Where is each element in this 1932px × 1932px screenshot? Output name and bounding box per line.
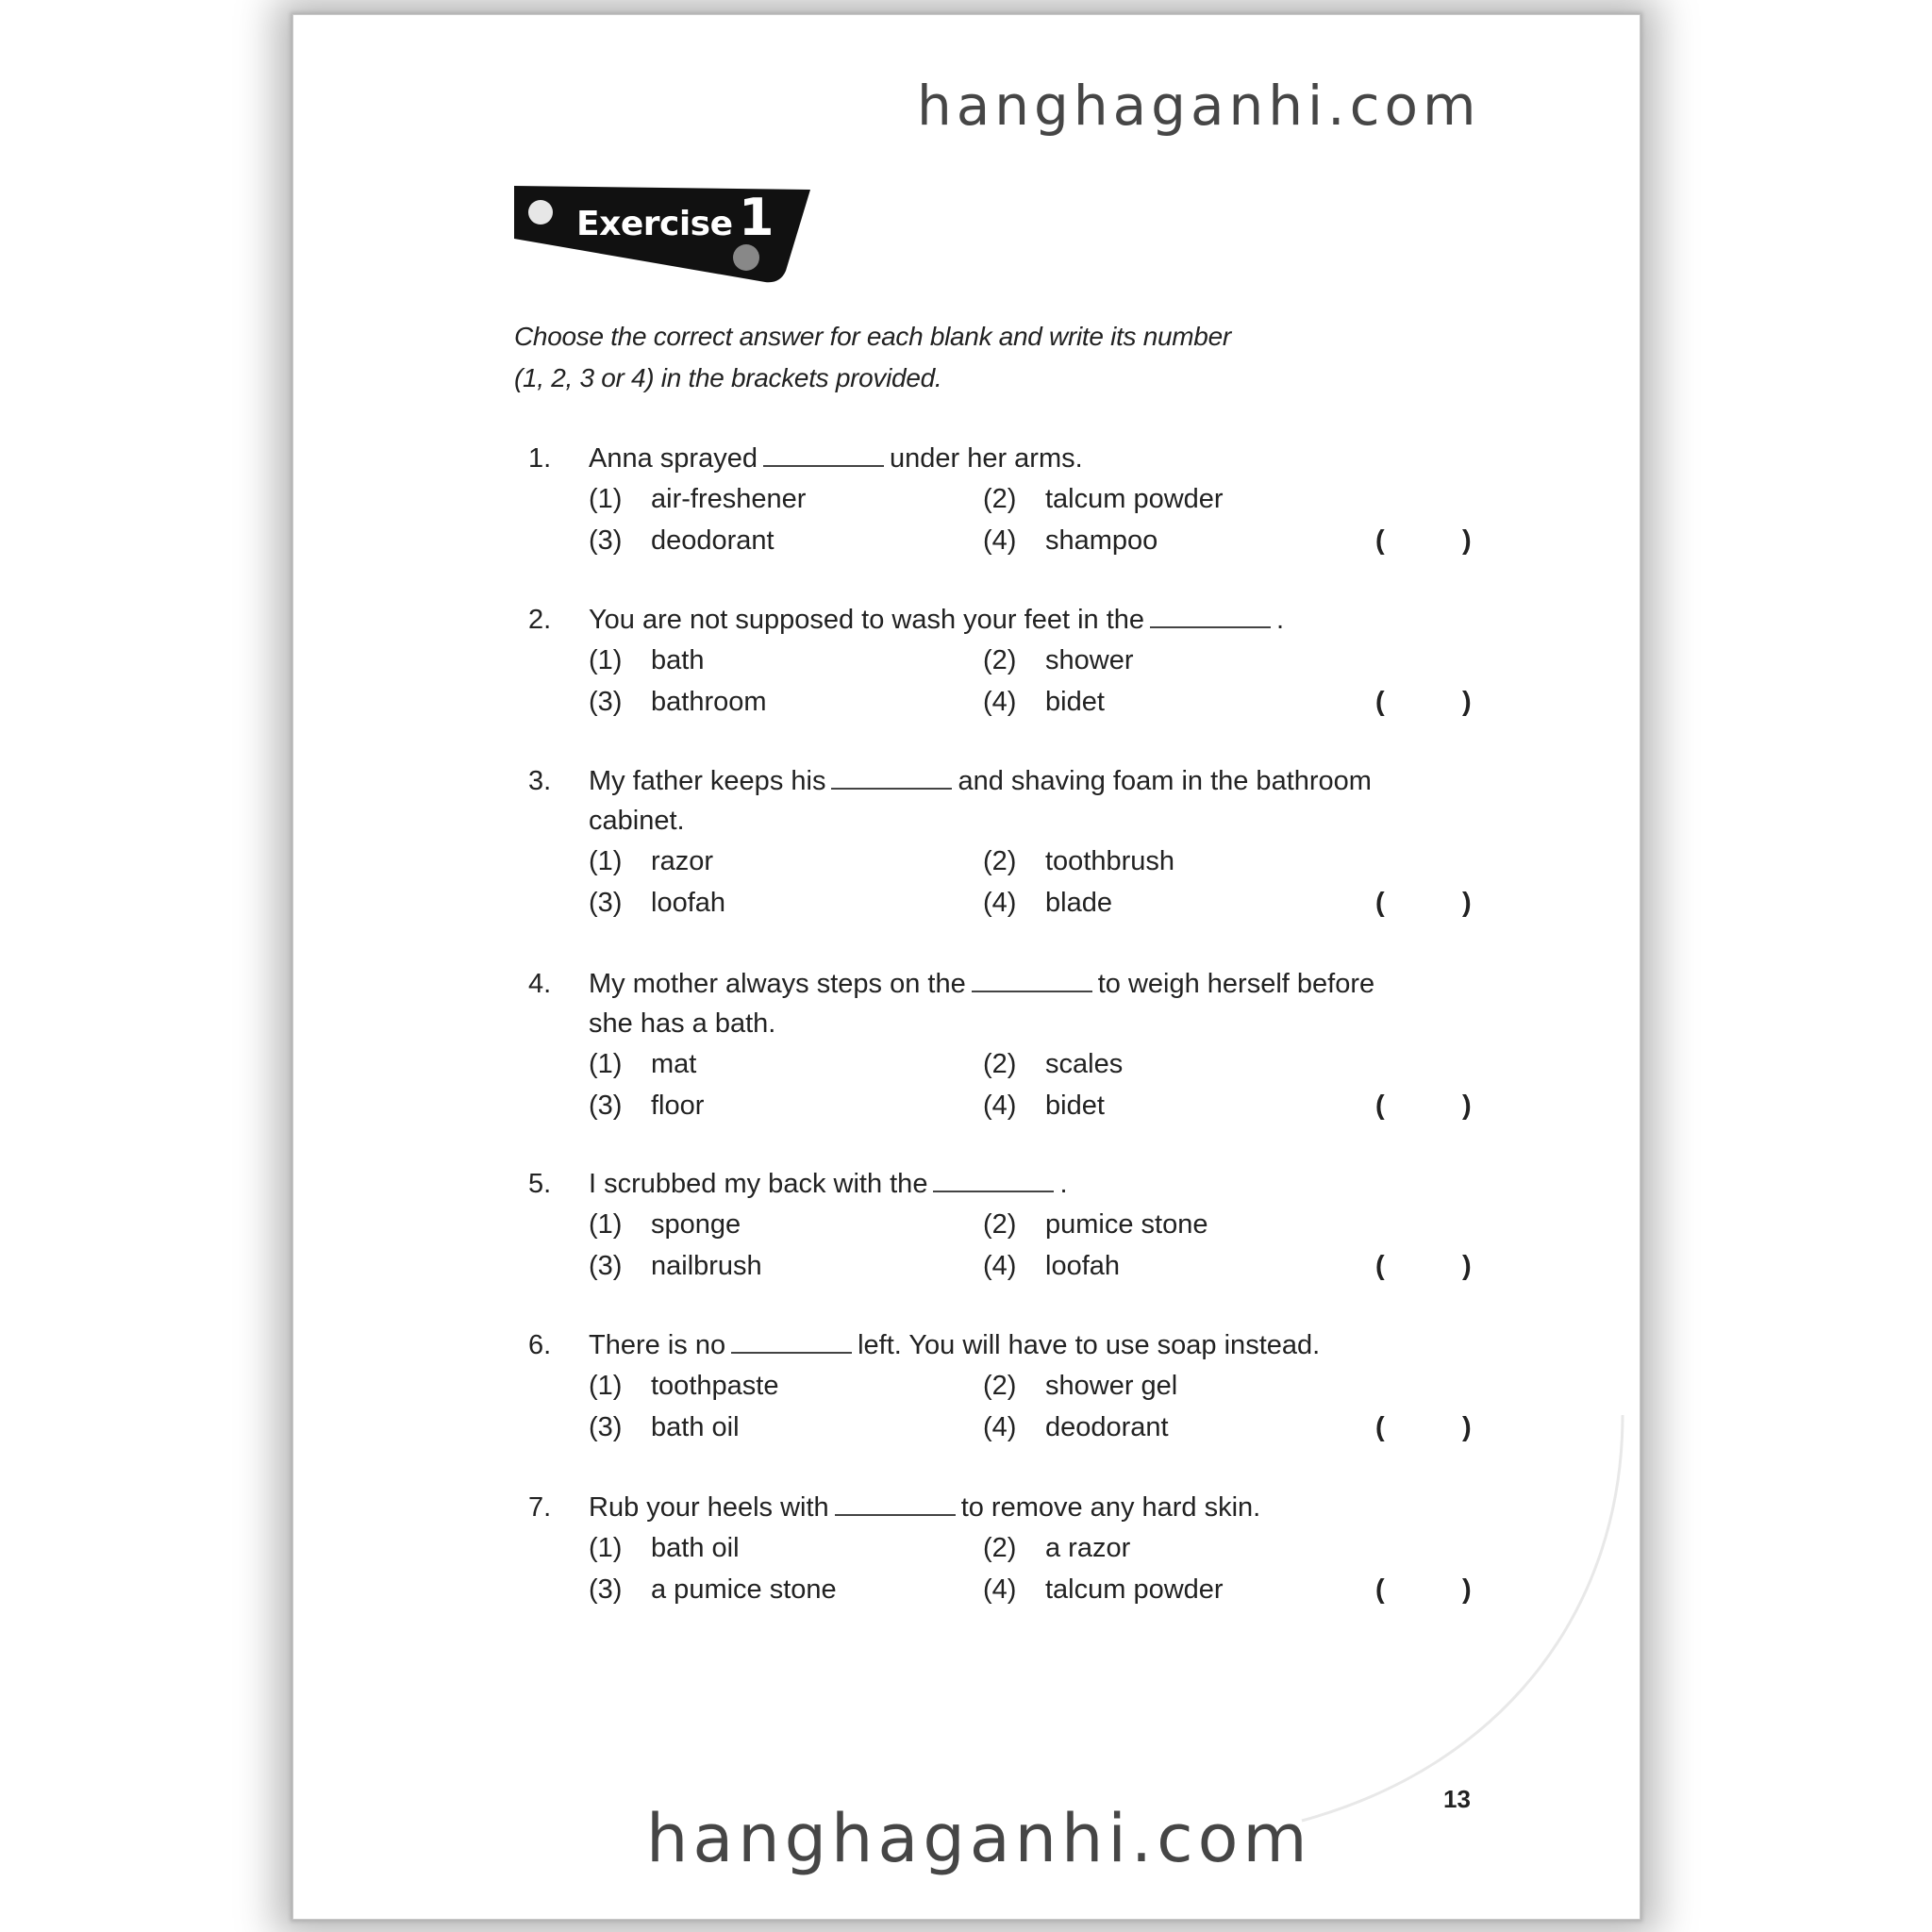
option-3: (3) bath oil (589, 1412, 740, 1442)
option-4: (4) deodorant (983, 1412, 1169, 1442)
question-number: 6. (528, 1330, 552, 1360)
answer-bracket-open: ( (1375, 1412, 1385, 1442)
option-4: (4) bidet (983, 687, 1105, 717)
question-2 (528, 600, 1491, 723)
instructions (514, 316, 1363, 399)
option-2: (2) toothbrush (983, 846, 1175, 876)
answer-bracket-close: ) (1462, 1251, 1472, 1281)
option-1: (1) razor (589, 846, 714, 876)
question-text-continued: cabinet. (589, 806, 685, 836)
answer-input-7[interactable] (1389, 1574, 1462, 1607)
answer-input-3[interactable] (1389, 888, 1462, 920)
question-4 (528, 964, 1491, 1126)
instructions-line-1: Choose the correct answer for each blank and write its number (514, 322, 1231, 351)
option-1: (1) bath oil (589, 1533, 740, 1563)
option-1: (1) sponge (589, 1209, 741, 1240)
option-3: (3) floor (589, 1091, 705, 1121)
option-2: (2) pumice stone (983, 1209, 1208, 1240)
option-4: (4) bidet (983, 1091, 1105, 1121)
answer-bracket-close: ) (1462, 888, 1472, 918)
option-2: (2) a razor (983, 1533, 1131, 1563)
option-2: (2) shower (983, 645, 1134, 675)
option-1: (1) toothpaste (589, 1371, 779, 1401)
answer-input-5[interactable] (1389, 1251, 1462, 1283)
answer-blank (933, 1170, 1054, 1192)
question-text: My father keeps his and shaving foam in the bathroom (589, 766, 1372, 796)
option-3: (3) loofah (589, 888, 726, 918)
option-3: (3) a pumice stone (589, 1574, 837, 1605)
question-1 (528, 439, 1491, 561)
question-number: 1. (528, 443, 552, 474)
question-5 (528, 1164, 1491, 1287)
answer-bracket-open: ( (1375, 525, 1385, 556)
answer-bracket-open: ( (1375, 1251, 1385, 1281)
option-4: (4) blade (983, 888, 1112, 918)
answer-input-2[interactable] (1389, 687, 1462, 719)
option-1: (1) bath (589, 645, 705, 675)
question-text: I scrubbed my back with the . (589, 1169, 1068, 1199)
question-number: 3. (528, 766, 552, 796)
watermark-bottom: hanghaganhi.com (646, 1800, 1312, 1877)
instructions-line-2: (1, 2, 3 or 4) in the brackets provided. (514, 363, 942, 392)
question-text: Rub your heels with to remove any hard skin. (589, 1492, 1261, 1523)
question-6 (528, 1325, 1491, 1448)
option-2: (2) shower gel (983, 1371, 1178, 1401)
option-3: (3) deodorant (589, 525, 774, 556)
answer-bracket-open: ( (1375, 1574, 1385, 1605)
question-7 (528, 1488, 1491, 1610)
exercise-banner (512, 184, 812, 286)
answer-bracket-close: ) (1462, 1574, 1472, 1605)
answer-bracket-open: ( (1375, 1091, 1385, 1121)
option-1: (1) mat (589, 1049, 697, 1079)
question-text-continued: she has a bath. (589, 1008, 776, 1039)
question-number: 7. (528, 1492, 552, 1523)
answer-bracket-close: ) (1462, 1091, 1472, 1121)
question-text: You are not supposed to wash your feet in the . (589, 605, 1285, 635)
answer-blank (972, 970, 1092, 992)
answer-blank (1150, 606, 1271, 628)
answer-input-1[interactable] (1389, 525, 1462, 558)
option-3: (3) bathroom (589, 687, 767, 717)
question-number: 4. (528, 969, 552, 999)
option-1: (1) air-freshener (589, 484, 807, 514)
option-2: (2) talcum powder (983, 484, 1224, 514)
question-text: There is no left. You will have to use soap instead. (589, 1330, 1321, 1360)
question-3 (528, 761, 1491, 924)
page-number: 13 (1443, 1785, 1471, 1813)
option-4: (4) loofah (983, 1251, 1121, 1281)
answer-blank (831, 767, 952, 790)
question-number: 5. (528, 1169, 552, 1199)
option-4: (4) shampoo (983, 525, 1158, 556)
answer-input-4[interactable] (1389, 1091, 1462, 1123)
exercise-number: 1 (739, 188, 774, 247)
answer-blank (763, 444, 884, 467)
answer-input-6[interactable] (1389, 1412, 1462, 1444)
answer-bracket-close: ) (1462, 525, 1472, 556)
option-3: (3) nailbrush (589, 1251, 762, 1281)
answer-blank (731, 1331, 852, 1354)
question-text: Anna sprayed under her arms. (589, 443, 1083, 474)
question-number: 2. (528, 605, 552, 635)
answer-bracket-close: ) (1462, 687, 1472, 717)
option-4: (4) talcum powder (983, 1574, 1224, 1605)
answer-bracket-open: ( (1375, 888, 1385, 918)
question-text: My mother always steps on the to weigh herself before (589, 969, 1375, 999)
watermark-top: hanghaganhi.com (917, 74, 1481, 138)
answer-bracket-open: ( (1375, 687, 1385, 717)
option-2: (2) scales (983, 1049, 1124, 1079)
answer-bracket-close: ) (1462, 1412, 1472, 1442)
exercise-label: Exercise (576, 205, 733, 243)
answer-blank (835, 1493, 956, 1516)
